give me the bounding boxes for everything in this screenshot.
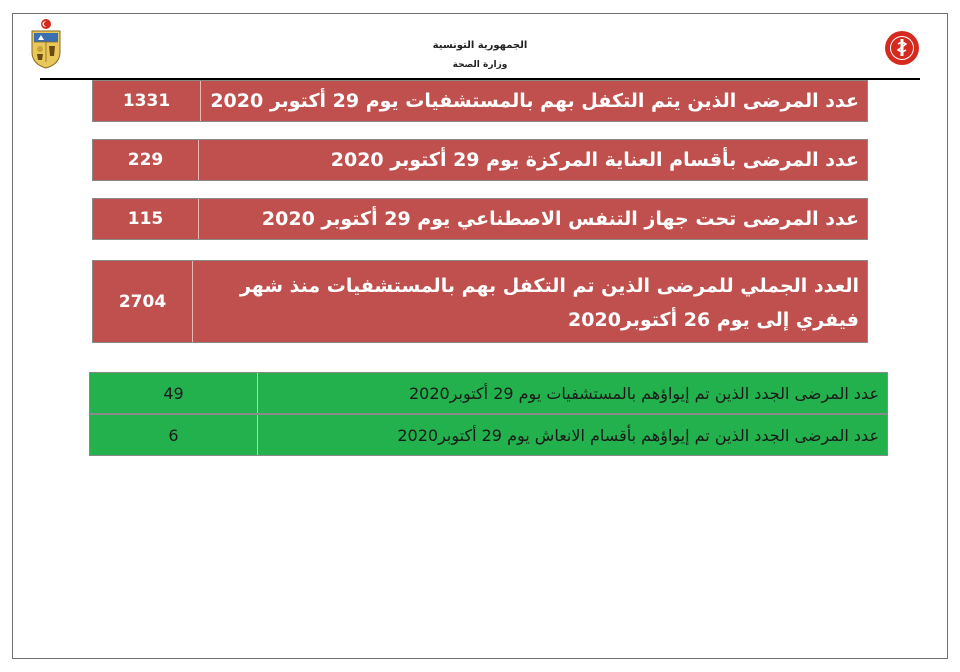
header-title: الجمهورية التونسية: [432, 40, 528, 51]
stat-value: 229: [93, 140, 199, 180]
stat-label: عدد المرضى تحت جهاز التنفس الاصطناعي يوم 29 أكتوبر 2020: [261, 208, 859, 230]
stat-row-ventilator: [92, 198, 868, 240]
stat-value: 2704: [93, 261, 193, 342]
stat-row-new-admissions: [89, 372, 888, 414]
stat-label: عدد المرضى الجدد الذين تم إيواؤهم بأقسام الانعاش يوم 29 أكتوبر2020: [397, 425, 879, 445]
stat-value: 49: [90, 373, 258, 413]
stat-value: 115: [93, 199, 199, 239]
stat-row-new-icu-admissions: [89, 414, 888, 456]
stat-row-total-since-february: [92, 260, 868, 343]
stat-row-icu: [92, 139, 868, 181]
stat-label: عدد المرضى الجدد الذين تم إيواؤهم بالمستشفيات يوم 29 أكتوبر2020: [408, 383, 879, 403]
stat-value: 1331: [93, 81, 201, 121]
stat-label: عدد المرضى بأقسام العناية المركزة يوم 29 أكتوبر 2020: [330, 149, 859, 171]
header-subtitle: وزارة الصحة: [452, 60, 508, 70]
tunisia-coat-of-arms-icon: [26, 18, 66, 70]
stat-row-hospitalized: [92, 80, 868, 122]
stat-label: العدد الجملي للمرضى الذين تم التكفل بهم بالمستشفيات منذ شهر فيفري إلى يوم 26 أكتوبر2020: [239, 274, 859, 331]
ministry-health-logo-icon: [884, 30, 920, 66]
stat-label: عدد المرضى الذين يتم التكفل بهم بالمستشفيات يوم 29 أكتوبر 2020: [210, 90, 859, 112]
stat-value: 6: [90, 415, 258, 455]
